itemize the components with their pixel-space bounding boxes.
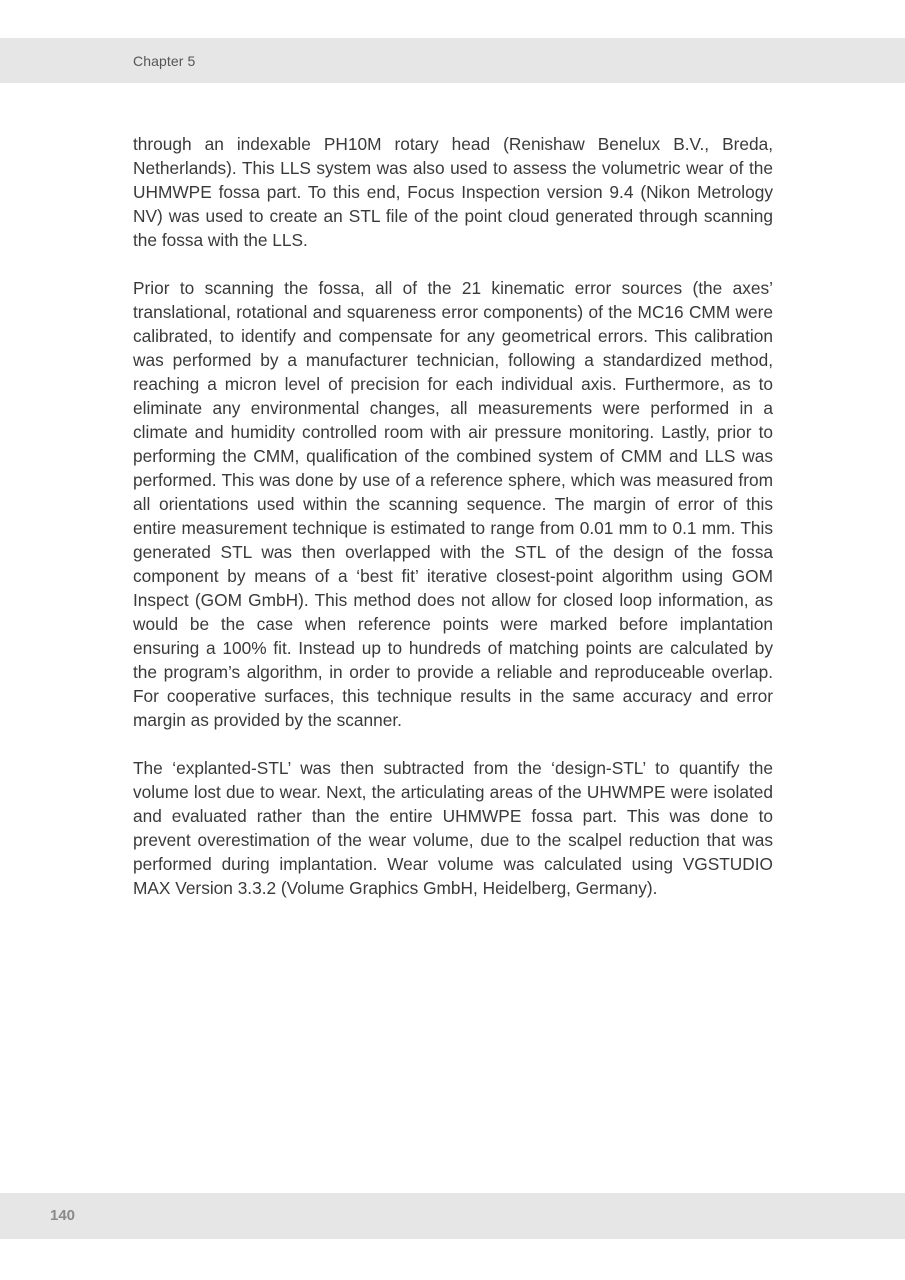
paragraph: Prior to scanning the fossa, all of the 21 kinematic error sources (the axes’ translational, rotational and squareness error components) of the MC16 CMM were calibrated, to identify and compensate for any geometrical errors. This calibration was performed by a manufacturer technician, following a standardized method, reaching a micron level of precision for each individual axis. Furthermore, as to eliminate any environmental changes, all measurements were performed in a climate and humidity controlled room with air pressure monitoring. Lastly, prior to performing the CMM, qualification of the combined system of CMM and LLS was performed. This was done by use of a reference sphere, which was measured from all orientations used within the scanning sequence. The margin of error of this entire measurement technique is estimated to range from 0.01 mm to 0.1 mm. This generated STL was then overlapped with the STL of the design of the fossa component by means of a ‘best fit’ iterative closest-point algorithm using GOM Inspect (GOM GmbH). This method does not allow for closed loop information, as would be the case when reference points were marked before implantation ensuring a 100% fit. Instead up to hundreds of matching points are calculated by the program’s algorithm, in order to provide a reliable and reproduceable overlap. For cooperative surfaces, this technique results in the same accuracy and error margin as provided by the scanner. — [133, 278, 773, 730]
running-footer — [0, 1193, 905, 1239]
page-number: 140 — [50, 1207, 76, 1224]
chapter-label: Chapter 5 — [133, 53, 196, 69]
running-header — [0, 38, 905, 83]
body-text — [133, 132, 773, 924]
paragraph: The ‘explanted-STL’ was then subtracted from the ‘design-STL’ to quantify the volume lost due to wear. Next, the articulating areas of the UHWMPE were isolated and evaluated rather than the entire UHMWPE fossa part. This was done to prevent overestimation of the wear volume, due to the scalpel reduction that was performed during implantation. Wear volume was calculated using VGSTUDIO MAX Version 3.3.2 (Volume Graphics GmbH, Heidelberg, Germany). — [133, 758, 773, 898]
paragraph: through an indexable PH10M rotary head (Renishaw Benelux B.V., Breda, Netherlands). This LLS system was also used to assess the volumetric wear of the UHMWPE fossa part. To this end, Focus Inspection version 9.4 (Nikon Metrology NV) was used to create an STL file of the point cloud generated through scanning the fossa with the LLS. — [133, 134, 773, 250]
